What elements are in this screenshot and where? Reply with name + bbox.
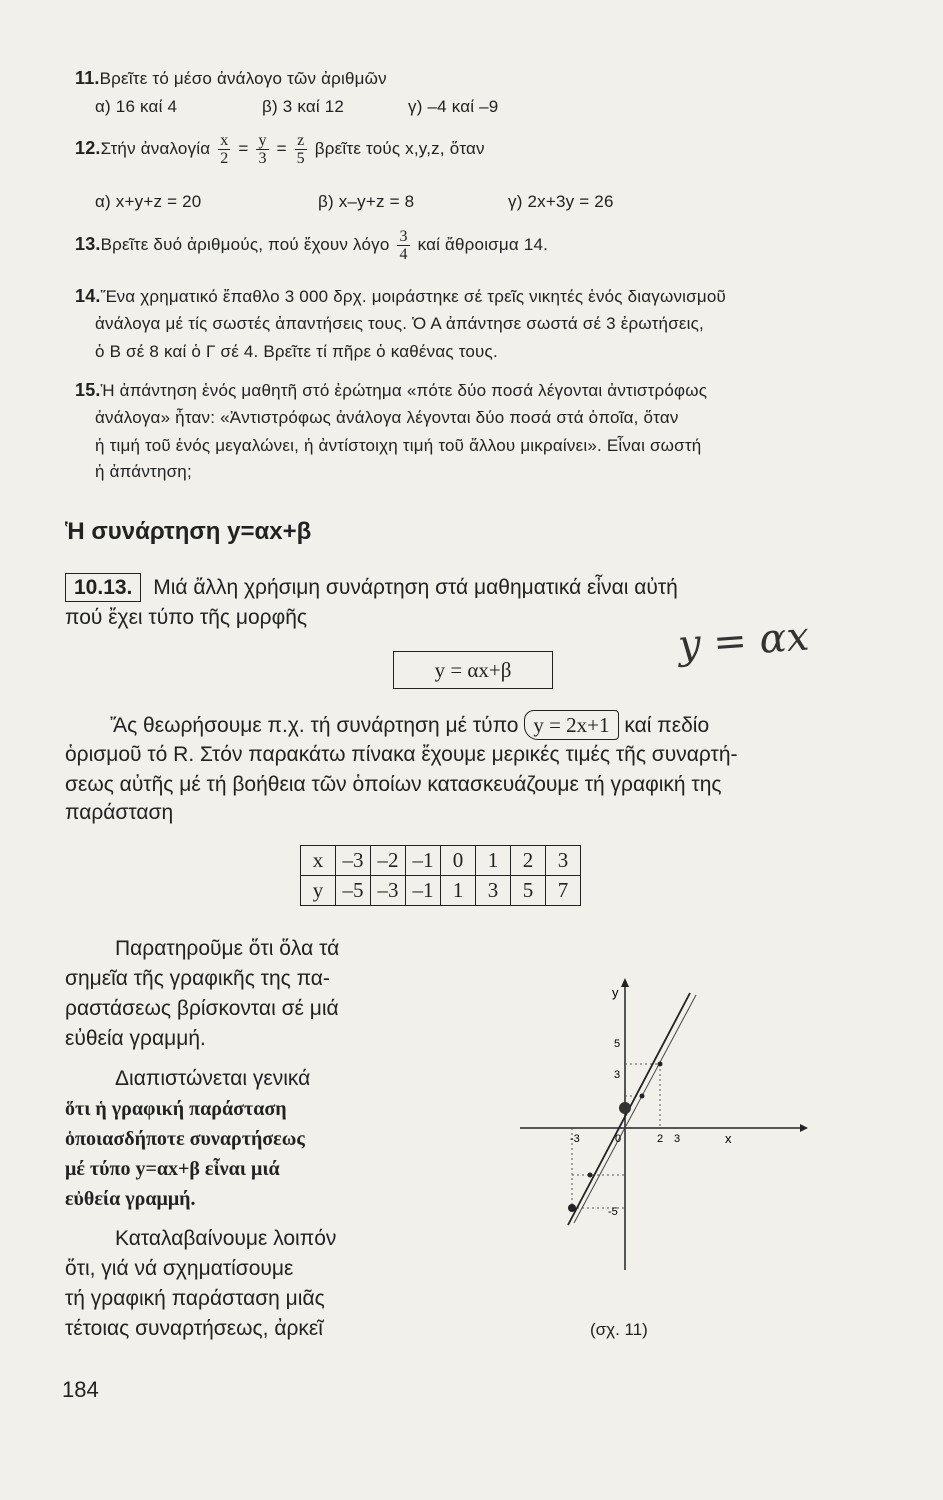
x-tick-label: 3 — [674, 1133, 681, 1145]
x-tick-label: 0 — [615, 1133, 622, 1145]
exercise-number: 15. — [75, 380, 101, 400]
equals-sign: = — [238, 138, 249, 158]
ex12-option-c: γ) 2x+3y = 26 — [508, 192, 614, 211]
left-text: Διαπιστώνεται γενικά — [115, 1067, 311, 1090]
figure-caption: (σχ. 11) — [590, 1320, 648, 1339]
exercise-text: ἡ ἀπάντηση; — [95, 462, 192, 481]
exercise-text: καί ἄθροισμα 14. — [417, 234, 549, 254]
body-text: ὁρισμοῦ τό R. Στόν παρακάτω πίνακα ἔχουμε μερικές τιμές τῆς συναρτή- — [65, 743, 738, 766]
handwritten-note: y = αx — [676, 613, 811, 669]
left-text: τή γραφική παράσταση μιᾶς — [65, 1287, 325, 1310]
left-bold-text: μέ τύπο y=αx+β εἶναι μιά — [65, 1158, 280, 1180]
table-cell: –3 — [336, 846, 371, 876]
exercise-text: Ἡ ἀπάντηση ἑνός μαθητῆ στό ἐρώτημα «πότε δύο ποσά λέγονται ἀντιστρόφως — [100, 381, 708, 400]
body-text: καί πεδίο — [624, 714, 710, 737]
graph-point — [658, 1062, 663, 1067]
exercise-text: Βρεῖτε δυό ἀριθμούς, πού ἔχουν λόγο — [100, 234, 390, 254]
left-text: Παρατηροῦμε ὅτι ὅλα τά — [115, 937, 340, 960]
exercise-15 — [75, 380, 707, 401]
x-axis-arrow-icon — [800, 1124, 808, 1132]
table-cell: –2 — [371, 846, 406, 876]
table-cell: 5 — [511, 876, 546, 906]
formula-box — [393, 651, 553, 689]
table-cell: –5 — [336, 876, 371, 906]
example-formula: y = 2x+1 — [524, 710, 618, 740]
ex12-option-a: α) x+y+z = 20 — [95, 192, 202, 211]
section-heading: Ἡ συνάρτηση y=αx+β — [65, 518, 312, 545]
fraction-3-over-4: $\frac{3}{4}$ — [399, 228, 408, 263]
table-row-x — [301, 846, 581, 876]
ex11-option-a: α) 16 καί 4 — [95, 97, 178, 116]
y-axis-label: y — [612, 985, 619, 1000]
exercise-text: Ἕνα χρηματικό ἔπαθλο 3 000 δρχ. μοιράστηκε σέ τρεῖς νικητές ἑνός διαγωνισμοῦ — [100, 287, 726, 306]
exercise-text: Βρεῖτε τό μέσο ἀνάλογο τῶν ἀριθμῶν — [99, 69, 387, 88]
table-cell: 7 — [546, 876, 581, 906]
exercise-number: 12. — [75, 137, 101, 158]
x-axis-label: x — [725, 1131, 732, 1146]
body-text: Ἄς θεωρήσουμε π.χ. τή συνάρτηση μέ τύπο — [110, 714, 519, 737]
exercise-number: 13. — [75, 233, 101, 254]
section-intro — [65, 576, 678, 600]
exercise-text: ἀνάλογα» ἦταν: «Ἀντιστρόφως ἀνάλογα λέγονται δύο ποσά στά ὁποῖα, ὅταν — [95, 408, 679, 427]
exercise-text: ὁ Β σέ 8 καί ὁ Γ σέ 4. Βρεῖτε τί πῆρε ὁ καθένας τους. — [95, 342, 498, 361]
ex11-option-b: β) 3 καί 12 — [262, 97, 345, 116]
table-cell: –1 — [406, 846, 441, 876]
y-axis-arrow-icon — [621, 978, 629, 987]
function-graph — [510, 975, 810, 1275]
graph-point — [640, 1094, 645, 1099]
left-text: τέτοιας συναρτήσεως, ἀρκεῖ — [65, 1317, 323, 1340]
fraction-z-over-5: $\frac{z}{5}$ — [296, 132, 305, 167]
left-text: εὐθεία γραμμή. — [65, 1027, 206, 1050]
left-bold-text: ὁποιασδήποτε συναρτήσεως — [65, 1128, 305, 1150]
body-text: πού ἔχει τύπο τῆς μορφῆς — [65, 606, 307, 629]
body-text: Μιά ἄλλη χρήσιμη συνάρτηση στά μαθηματικά εἶναι αὐτή — [153, 576, 678, 599]
left-text: Καταλαβαίνουμε λοιπόν — [115, 1227, 337, 1250]
left-text: ραστάσεως βρίσκονται σέ μιά — [65, 997, 339, 1020]
exercise-text: βρεῖτε τούς x,y,z, ὅταν — [314, 138, 485, 158]
exercise-11 — [75, 68, 387, 89]
function-line-pencil — [574, 995, 696, 1223]
table-row-y — [301, 876, 581, 906]
fraction-y-over-3: $\frac{y}{3}$ — [258, 132, 267, 167]
table-cell: 1 — [476, 846, 511, 876]
table-header-y: y — [301, 876, 336, 906]
section-ref-box: 10.13. — [65, 573, 141, 602]
exercise-text: Στήν ἀναλογία — [100, 138, 211, 158]
table-cell: 2 — [511, 846, 546, 876]
exercise-text: ἀνάλογα μέ τίς σωστές ἀπαντήσεις τους. Ὁ Α ἀπάντησε σωστά σέ 3 ἐρωτήσεις, — [95, 314, 704, 333]
exercise-13 — [75, 228, 548, 263]
body-text: παράσταση — [65, 801, 174, 824]
table-cell: 0 — [441, 846, 476, 876]
table-cell: –1 — [406, 876, 441, 906]
ex12-option-b: β) x–y+z = 8 — [318, 192, 415, 211]
y-tick-label: 5 — [614, 1038, 621, 1050]
exercise-number: 11. — [75, 68, 100, 88]
formula: y = αx+β — [434, 658, 512, 682]
exercise-12 — [75, 132, 485, 167]
page-number: 184 — [62, 1377, 99, 1402]
left-bold-text: εὐθεία γραμμή. — [65, 1188, 196, 1210]
body-text-line3 — [110, 713, 709, 738]
left-bold-text: ὅτι ἡ γραφική παράσταση — [65, 1098, 287, 1120]
exercise-14 — [75, 286, 726, 307]
y-tick-label: -5 — [608, 1206, 618, 1218]
body-text: σεως αὐτῆς μέ τή βοήθεια τῶν ὁποίων κατασκευάζουμε τή γραφική της — [65, 773, 722, 796]
table-cell: 3 — [476, 876, 511, 906]
table-cell: 1 — [441, 876, 476, 906]
left-text: σημεῖα τῆς γραφικῆς της πα- — [65, 967, 330, 990]
exercise-number: 14. — [75, 286, 101, 306]
fraction-x-over-2: $\frac{x}{2}$ — [220, 132, 229, 167]
graph-point — [588, 1173, 593, 1178]
table-cell: 3 — [546, 846, 581, 876]
values-table — [300, 845, 581, 906]
ex11-option-c: γ) –4 καί –9 — [408, 97, 499, 116]
exercise-text: ἡ τιμή τοῦ ἑνός μεγαλώνει, ἡ ἀντίστοιχη τιμή τοῦ ἄλλου μικραίνει». Εἶναι σωστή — [95, 436, 702, 455]
graph-point — [568, 1204, 576, 1212]
graph-point — [619, 1102, 631, 1114]
table-cell: –3 — [371, 876, 406, 906]
y-tick-label: 3 — [614, 1069, 621, 1081]
left-text: ὅτι, γιά νά σχηματίσουμε — [65, 1257, 294, 1280]
table-header-x: x — [301, 846, 336, 876]
x-tick-label: -3 — [570, 1133, 580, 1145]
equals-sign: = — [276, 138, 287, 158]
x-tick-label: 2 — [657, 1133, 664, 1145]
